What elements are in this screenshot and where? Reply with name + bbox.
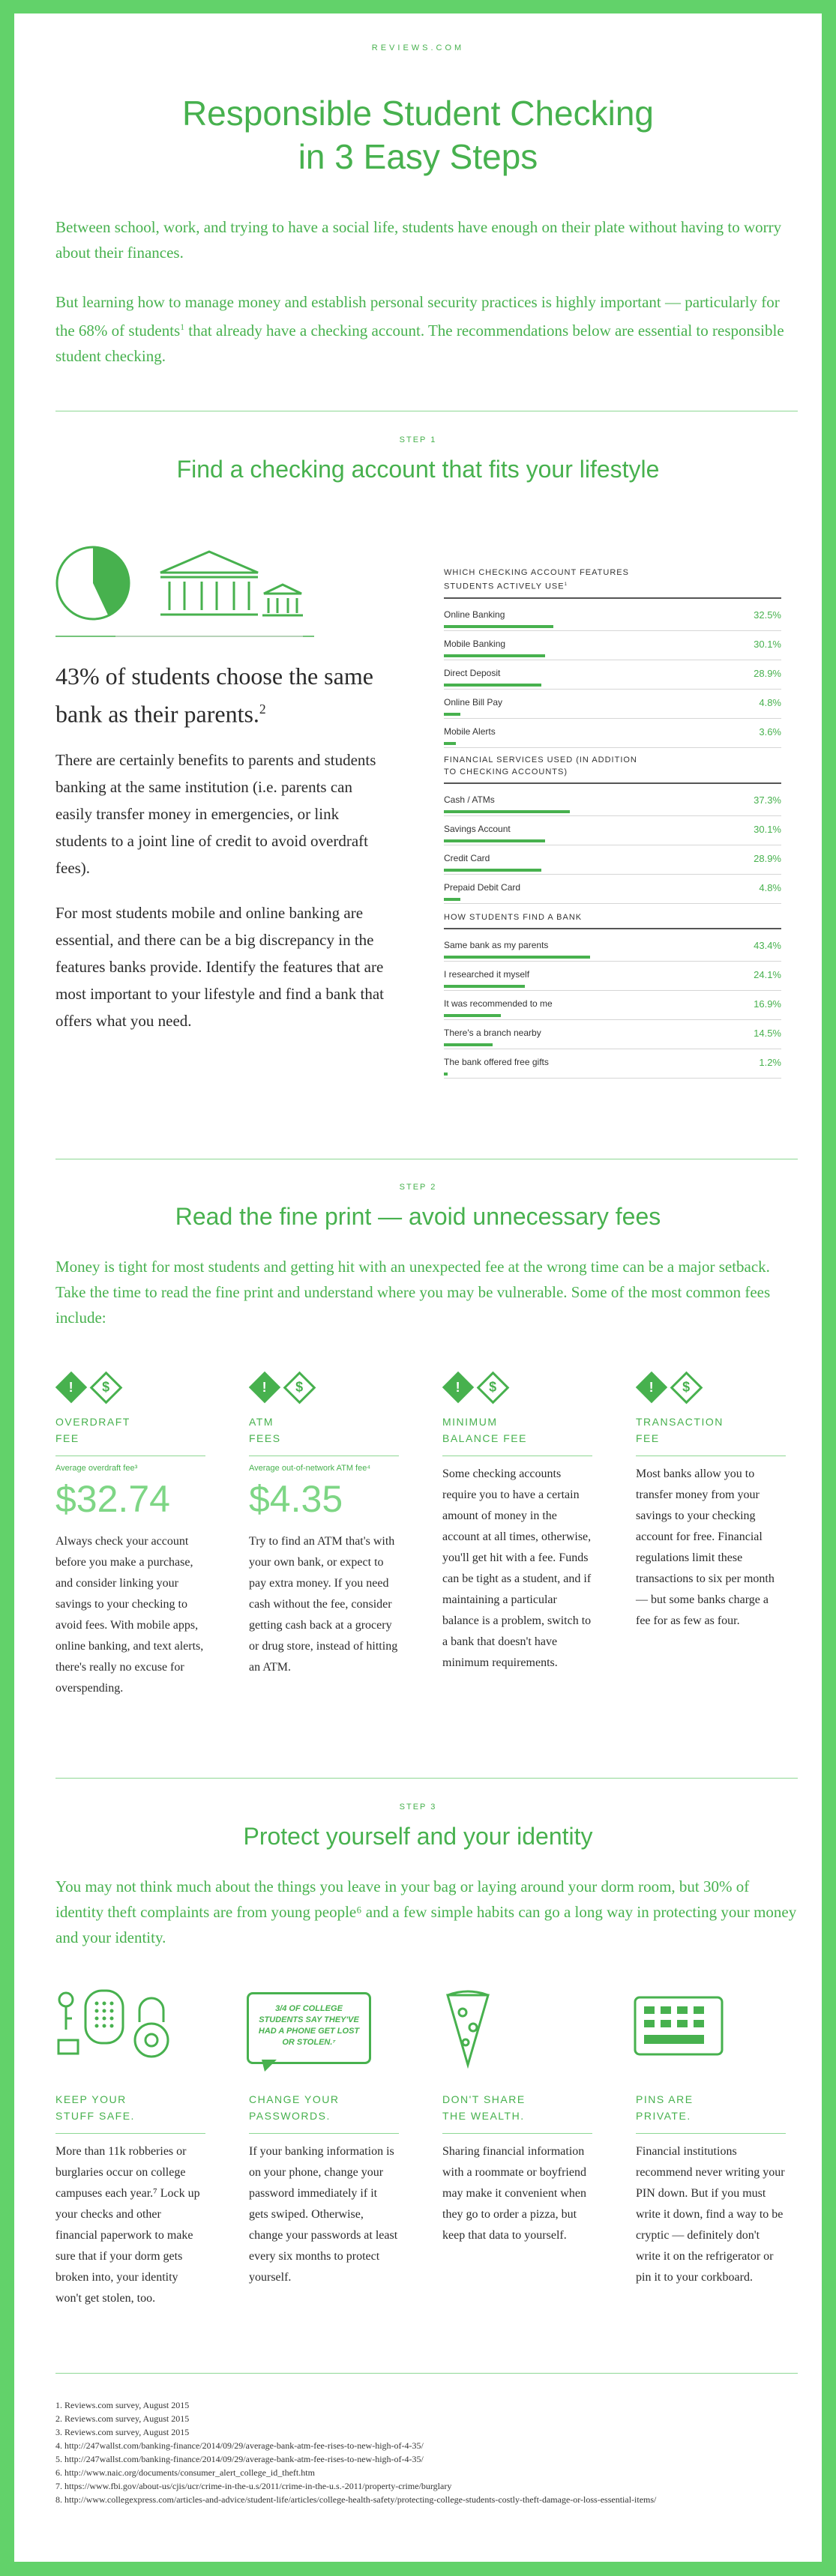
table-row	[444, 845, 781, 875]
fee-title	[249, 1414, 399, 1447]
row-label: Savings Account	[444, 824, 511, 834]
speech-bubble-tail	[262, 2060, 284, 2075]
brand-logo-text: REVIEWS.COM	[371, 43, 465, 52]
tip-title	[55, 2091, 205, 2124]
fee-description: Some checking accounts require you to have a certain amount of money in the account at all times, otherwise, you'll get hit with a fee. Funds can be tight as a student, and if maintaining a particular balance is a problem, switch to a bank that doesn't have minimum requirements.	[442, 1468, 592, 1669]
step1-paragraph-1: There are certainly benefits to parents and students banking at the same institution (i.e. parents can easily transfer money in emergencies, or link students to a joint line of credit to avoid overdraft fees).	[55, 751, 376, 877]
tip-title	[249, 2091, 399, 2124]
footnotes	[55, 2398, 798, 2506]
tip-column	[442, 2091, 592, 2246]
divider	[55, 2373, 798, 2374]
bubble-line: OR STOLEN.⁷	[282, 2038, 336, 2047]
table-row	[444, 991, 781, 1020]
fee-title	[442, 1414, 592, 1447]
row-label: Online Banking	[444, 609, 505, 620]
row-value: 30.1%	[754, 638, 781, 650]
dollar-icon	[477, 1372, 510, 1405]
row-label: Same bank as my parents	[444, 940, 549, 950]
row-value: 37.3%	[754, 794, 781, 806]
row-bar	[444, 869, 541, 872]
fee-title-line-1: ATM	[249, 1416, 274, 1428]
row-bar	[444, 898, 460, 901]
pizza-slice-icon	[442, 1986, 494, 2069]
row-label: Mobile Banking	[444, 638, 506, 649]
quote-text: 43% of students choose the same bank as their parents.	[55, 663, 373, 728]
tip-column	[249, 2091, 399, 2288]
row-value: 4.8%	[759, 696, 781, 708]
row-label: Online Bill Pay	[444, 696, 503, 708]
dollar-glyph: $	[295, 1379, 304, 1395]
row-bar	[444, 956, 590, 959]
warning-icon	[249, 1372, 280, 1403]
footnote: 6. http://www.naic.org/documents/consumer_alert_college_id_theft.htm	[55, 2467, 315, 2478]
table-header-rule	[444, 782, 781, 784]
table-row	[444, 962, 781, 991]
footnote: 3. Reviews.com survey, August 2015	[55, 2427, 190, 2437]
step1-heading: Find a checking account that fits your lifestyle	[176, 456, 660, 483]
dollar-glyph: $	[489, 1379, 497, 1395]
pin-keypad-icon	[634, 1996, 724, 2056]
row-label: Prepaid Debit Card	[444, 882, 521, 893]
divider	[55, 1778, 798, 1779]
row-label: There's a branch nearby	[444, 1028, 541, 1038]
dollar-icon	[670, 1372, 703, 1405]
fee-title-line-1: TRANSACTION	[636, 1416, 724, 1428]
intro-paragraph-1: Between school, work, and trying to have a social life, students have enough on their plate without having to worry about their finances.	[55, 218, 782, 262]
fee-title	[636, 1414, 786, 1447]
row-value: 30.1%	[754, 824, 781, 835]
row-value: 3.6%	[759, 726, 781, 737]
step2-intro: Money is tight for most students and getting hit with an unexpected fee at the wrong time can be a major setback. Take the time to read the fine print and understand where you may be vulnerable. Some of the most common fees include:	[55, 1258, 771, 1327]
table-title-text: FINANCIAL SERVICES USED (IN ADDITION TO CHECKING ACCOUNTS)	[444, 755, 637, 776]
bubble-line: HAD A PHONE GET LOST	[258, 2027, 360, 2036]
tip-column	[55, 2091, 205, 2309]
warning-glyph: !	[262, 1379, 267, 1395]
tip-title-line-2: THE WEALTH.	[442, 2110, 525, 2122]
row-bar	[444, 625, 553, 628]
tip-title-line-2: STUFF SAFE.	[55, 2110, 135, 2122]
tip-description: Financial institutions recommend never writing your PIN down. But if you must write it down, find a way to be cryptic — definitely don't write it on the refrigerator or pin it to your corkboard.	[636, 2145, 785, 2284]
row-label: Cash / ATMs	[444, 794, 495, 805]
row-value: 24.1%	[754, 969, 781, 980]
row-bar	[444, 713, 460, 716]
fee-column	[442, 1370, 592, 1674]
table-title	[444, 911, 639, 923]
warning-icon	[442, 1372, 474, 1403]
table-row	[444, 690, 781, 719]
row-label: Direct Deposit	[444, 667, 501, 678]
warning-glyph: !	[649, 1379, 654, 1395]
footnote: 5. http://247wallst.com/banking-finance/2014/09/29/average-bank-atm-fee-rises-to-new-high-of-4-35/	[55, 2454, 424, 2464]
lock-and-keys-icon	[55, 1985, 190, 2067]
fee-column	[636, 1370, 786, 1632]
tip-title-line-1: KEEP YOUR	[55, 2093, 127, 2105]
table-features	[444, 567, 781, 748]
table-row	[444, 932, 781, 962]
fee-average-label: Average overdraft fee³	[55, 1464, 138, 1473]
fee-title-line-2: BALANCE FEE	[442, 1432, 527, 1444]
row-value: 43.4%	[754, 940, 781, 951]
footnote: 4. http://247wallst.com/banking-finance/2014/09/29/average-bank-atm-fee-rises-to-new-high-of-4-35/	[55, 2440, 424, 2451]
footnote: 8. http://www.collegexpress.com/articles-and-advice/student-life/articles/college-health-safety/protecting-college-students-costly-theft-damage-or-loss-essential-items/	[55, 2494, 657, 2505]
title-line-2: in 3 Easy Steps	[298, 137, 538, 176]
fee-average-value: $4.35	[249, 1478, 343, 1520]
intro-p2-part-b: that already have a checking account. The recommendations below are essential to responsible student checking.	[55, 322, 784, 365]
footnote: 2. Reviews.com survey, August 2015	[55, 2413, 190, 2424]
table-row	[444, 631, 781, 660]
intro-p2-part-a: But learning how to manage money and establish personal security practices is highly important — particularly for the 68% of students	[55, 293, 780, 340]
small-bank-icon	[262, 585, 303, 615]
tip-title-line-1: CHANGE YOUR	[249, 2093, 340, 2105]
table-header-rule	[444, 928, 781, 929]
infographic-sheet	[14, 13, 822, 2562]
tip-title	[442, 2091, 592, 2124]
speech-bubble-text	[249, 2003, 369, 2048]
row-bar	[444, 810, 570, 813]
intro-p2-sup: 1	[180, 323, 185, 332]
fee-title-line-1: MINIMUM	[442, 1416, 498, 1428]
bubble-line: STUDENTS SAY THEY'VE	[259, 2015, 359, 2024]
row-label: The bank offered free gifts	[444, 1057, 549, 1067]
table-row	[444, 816, 781, 845]
table-row	[444, 1020, 781, 1049]
tip-divider	[55, 2133, 205, 2134]
row-value: 16.9%	[754, 998, 781, 1010]
fee-average-value: $32.74	[55, 1478, 170, 1520]
tip-divider	[636, 2133, 786, 2134]
fee-description: Try to find an ATM that's with your own bank, or expect to pay extra money. If you need cash without the fee, consider getting cash back at a grocery or drug store, instead of hitting an ATM.	[249, 1535, 398, 1674]
row-label: Credit Card	[444, 853, 490, 863]
fee-title-line-2: FEES	[249, 1432, 281, 1444]
dollar-glyph: $	[682, 1379, 691, 1395]
footnote: 1. Reviews.com survey, August 2015	[55, 2400, 190, 2410]
dollar-icon	[90, 1372, 123, 1405]
fee-description: Most banks allow you to transfer money from your savings to your checking account for free. Financial regulations limit these transactions to six per month — but some banks charge a fee for as few as four.	[636, 1468, 775, 1627]
warning-glyph: !	[69, 1379, 73, 1395]
tip-title-line-2: PRIVATE.	[636, 2110, 691, 2122]
intro-paragraph-2	[55, 289, 798, 369]
fee-title-line-1: OVERDRAFT	[55, 1416, 130, 1428]
row-bar	[444, 1043, 493, 1046]
fee-column	[249, 1370, 399, 1678]
row-value: 32.5%	[754, 609, 781, 621]
footnote: 7. https://www.fbi.gov/about-us/cjis/ucr/crime-in-the-u.s/2011/crime-in-the-u.s.-2011/property-crime/burglary	[55, 2481, 452, 2491]
tip-divider	[442, 2133, 592, 2134]
fee-warning-icons	[249, 1370, 399, 1405]
table-header-rule	[444, 597, 781, 599]
table-title-text: WHICH CHECKING ACCOUNT FEATURES STUDENTS ACTIVELY USE	[444, 568, 629, 591]
table-title	[444, 754, 639, 778]
fee-warning-icons	[442, 1370, 592, 1405]
fee-description: Always check your account before you make a purchase, and consider linking your savings to your checking to avoid fees. With mobile apps, online banking, and text alerts, there's really no excuse for overspending.	[55, 1535, 204, 1695]
table-row	[444, 719, 781, 748]
row-value: 4.8%	[759, 882, 781, 893]
tip-column	[636, 2091, 786, 2288]
fee-warning-icons	[636, 1370, 786, 1405]
row-bar	[444, 1073, 448, 1076]
fee-warning-icons	[55, 1370, 205, 1405]
table-title-sup: 1	[564, 582, 568, 587]
step2-heading: Read the fine print — avoid unnecessary fees	[175, 1203, 661, 1230]
dollar-icon	[283, 1372, 316, 1405]
step3-intro: You may not think much about the things you leave in your bag or laying around your dorm room, but 30% of identity theft complaints are from young people⁶ and a few simple habits can go a long way in protecting your money and your identity.	[55, 1877, 797, 1946]
speech-bubble	[247, 1992, 371, 2064]
bubble-line: 3/4 OF COLLEGE	[275, 2004, 343, 2013]
table-row	[444, 1049, 781, 1079]
step1-paragraph-2: For most students mobile and online banking are essential, and there can be a big discrepancy in the features banks provide. Identify the features that are most important to your lifestyle and find a bank that offers what you need.	[55, 904, 384, 1030]
table-row	[444, 787, 781, 816]
tip-description: More than 11k robberies or burglaries occur on college campuses each year.⁷ Lock up your checks and other financial paperwork to make sure that if your dorm gets broken into, your identity won't get stolen, too.	[55, 2145, 200, 2305]
table-title	[444, 567, 639, 593]
row-bar	[444, 742, 456, 745]
row-value: 1.2%	[759, 1057, 781, 1068]
row-value: 28.9%	[754, 667, 781, 679]
page-title	[14, 91, 822, 178]
tip-description: If your banking information is on your phone, change your password immediately if it gets swiped. Otherwise, change your passwords at least every six months to protect yourself.	[249, 2145, 398, 2284]
step3-label: STEP 3	[399, 1803, 437, 1812]
row-bar	[444, 985, 525, 988]
row-value: 14.5%	[754, 1028, 781, 1039]
bank-building-icon	[160, 552, 258, 615]
fee-title	[55, 1414, 205, 1447]
tip-title	[636, 2091, 786, 2124]
warning-glyph: !	[456, 1379, 460, 1395]
warning-icon	[55, 1372, 87, 1403]
row-bar	[444, 839, 545, 842]
quote-sup: 2	[259, 702, 266, 717]
row-bar	[444, 684, 541, 687]
bank-illustration	[55, 544, 314, 638]
fee-average-label: Average out-of-network ATM fee⁴	[249, 1464, 371, 1473]
step1-label: STEP 1	[399, 435, 437, 444]
row-value: 28.9%	[754, 853, 781, 864]
tip-description: Sharing financial information with a roommate or boyfriend may make it convenient when they go to order a pizza, but keep that data to yourself.	[442, 2145, 586, 2242]
table-row	[444, 875, 781, 904]
table-row	[444, 660, 781, 690]
row-bar	[444, 1014, 501, 1017]
pie-icon	[57, 547, 129, 619]
step1-quote	[55, 660, 385, 731]
table-title-text: HOW STUDENTS FIND A BANK	[444, 913, 583, 922]
tip-title-line-2: PASSWORDS.	[249, 2110, 331, 2122]
dollar-glyph: $	[102, 1379, 110, 1395]
table-row	[444, 602, 781, 631]
tip-title-line-1: PINS ARE	[636, 2093, 694, 2105]
step2-label: STEP 2	[399, 1183, 437, 1192]
warning-icon	[636, 1372, 667, 1403]
table-find-bank	[444, 911, 781, 1079]
row-label: It was recommended to me	[444, 998, 553, 1009]
row-label: Mobile Alerts	[444, 726, 496, 737]
tip-divider	[249, 2133, 399, 2134]
row-label: I researched it myself	[444, 969, 530, 980]
tip-title-line-1: DON'T SHARE	[442, 2093, 526, 2105]
step3-heading: Protect yourself and your identity	[243, 1823, 593, 1850]
fee-title-line-2: FEE	[55, 1432, 79, 1444]
table-services	[444, 754, 781, 904]
fee-title-line-2: FEE	[636, 1432, 660, 1444]
row-bar	[444, 654, 545, 657]
title-line-1: Responsible Student Checking	[181, 94, 655, 133]
fee-column	[55, 1370, 205, 1699]
